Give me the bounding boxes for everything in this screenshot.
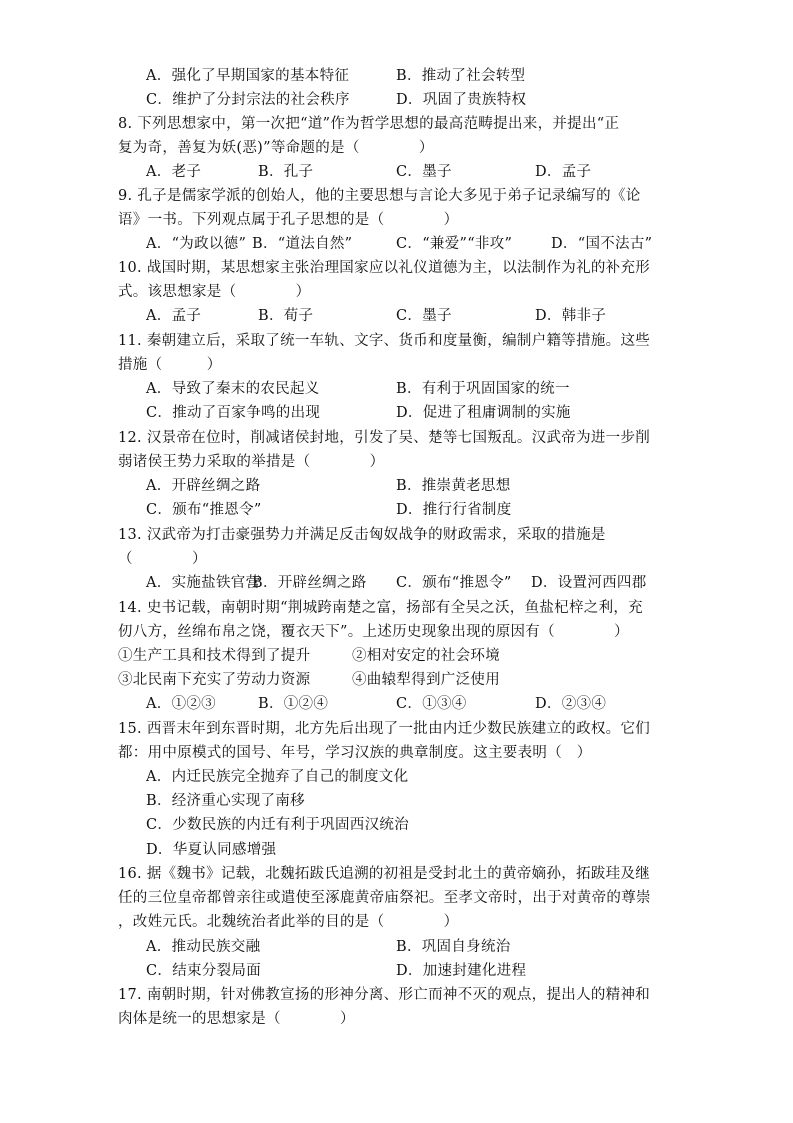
q15-stem-line-2: 都：用中原模式的国号、年号，学习汉族的典章制度。这主要表明（ ） — [118, 745, 592, 761]
q14-option-d[interactable]: D．②③④ — [535, 696, 607, 712]
q14-option-b[interactable]: B．①②④ — [258, 696, 329, 712]
q17-stem-line-1: 17. 南朝时期，针对佛教宣扬的形神分离、形亡而神不灭的观点，提出人的精神和 — [118, 987, 651, 1003]
q14-stem-line-1: 14. 史书记载，南朝时期“荆城跨南楚之富，扬部有全吴之沃，鱼盐杞梓之利，充 — [118, 600, 643, 616]
q10-option-d[interactable]: D．韩非子 — [535, 308, 607, 324]
q7-option-a[interactable]: A．强化了早期国家的基本特征 — [146, 68, 350, 84]
q9-option-c[interactable]: C．“兼爱”“非攻” — [396, 236, 513, 252]
q11-stem-line-1: 11. 秦朝建立后，采取了统一车轨、文字、货币和度量衡，编制户籍等措施。这些 — [118, 333, 651, 349]
q17-stem-line-2: 肉体是统一的思想家是（ ） — [118, 1011, 355, 1027]
q10-stem-line-2: 式。该思想家是（ ） — [118, 284, 311, 300]
q15-option-c[interactable]: C．少数民族的内迁有利于巩固西汉统治 — [146, 817, 409, 833]
q16-stem-line-3: ，改姓元氏。北魏统治者此举的目的是（ ） — [118, 914, 459, 930]
q12-stem-line-2: 弱诸侯王势力采取的举措是（ ） — [118, 454, 385, 470]
q7-option-b[interactable]: B．推动了社会转型 — [396, 68, 526, 84]
q9-stem-line-1: 9. 孔子是儒家学派的创始人，他的主要思想与言论大多见于弟子记录编写的《论 — [118, 188, 641, 204]
q12-option-c[interactable]: C．颁布“推恩令” — [146, 502, 262, 518]
q9-stem-line-2: 语》一书。下列观点属于孔子思想的是（ ） — [118, 212, 459, 228]
q13-option-c[interactable]: C．颁布“推恩令” — [396, 575, 512, 591]
q15-option-b[interactable]: B．经济重心实现了南移 — [146, 793, 305, 809]
q7-option-c[interactable]: C．维护了分封宗法的社会秩序 — [146, 92, 350, 108]
q16-option-d[interactable]: D．加速封建化进程 — [396, 963, 527, 979]
q16-option-a[interactable]: A．推动民族交融 — [146, 939, 261, 955]
q14-option-c[interactable]: C．①③④ — [396, 696, 467, 712]
q10-option-a[interactable]: A．孟子 — [146, 308, 202, 324]
q11-option-d[interactable]: D．促进了租庸调制的实施 — [396, 405, 571, 421]
q12-option-d[interactable]: D．推行行省制度 — [396, 502, 512, 518]
q10-option-c[interactable]: C．墨子 — [396, 308, 452, 324]
q12-stem-line-1: 12. 汉景帝在位时，削减诸侯封地，引发了吴、楚等七国叛乱。汉武帝为进一步削 — [118, 430, 651, 446]
q8-option-a[interactable]: A．老子 — [146, 164, 202, 180]
q8-stem-line-2: 复为奇，善复为妖(恶)”等命题的是（ ） — [118, 140, 434, 156]
q10-option-b[interactable]: B．荀子 — [258, 308, 314, 324]
q8-option-b[interactable]: B．孔子 — [258, 164, 314, 180]
q14-item-1: ①生产工具和技术得到了提升 — [118, 648, 311, 664]
q15-option-a[interactable]: A．内迁民族完全抛弃了自己的制度文化 — [146, 769, 409, 785]
q13-option-d[interactable]: D．设置河西四郡 — [531, 575, 647, 591]
q13-stem-line-1: 13. 汉武帝为打击豪强势力并满足反击匈奴战争的财政需求，采取的措施是 — [118, 527, 606, 543]
q15-option-d[interactable]: D．华夏认同感增强 — [146, 842, 277, 858]
q14-item-4: ④曲辕犁得到广泛使用 — [352, 672, 500, 688]
q14-option-a[interactable]: A．①②③ — [146, 696, 216, 712]
q15-stem-line-1: 15. 西晋末年到东晋时期，北方先后出现了一批由内迁少数民族建立的政权。它们 — [118, 721, 651, 737]
q9-option-a[interactable]: A．“为政以德” — [146, 236, 247, 252]
q11-option-a[interactable]: A．导致了秦末的农民起义 — [146, 381, 320, 397]
q13-stem-line-2: （ ） — [118, 551, 207, 567]
q11-option-c[interactable]: C．推动了百家争鸣的出现 — [146, 405, 321, 421]
q9-option-b[interactable]: B．“道法自然” — [252, 236, 353, 252]
q8-stem-line-1: 8. 下列思想家中，第一次把“道”作为哲学思想的最高范畴提出来，并提出“正 — [118, 116, 620, 132]
q16-option-c[interactable]: C．结束分裂局面 — [146, 963, 261, 979]
q8-option-c[interactable]: C．墨子 — [396, 164, 452, 180]
q16-option-b[interactable]: B．巩固自身统治 — [396, 939, 511, 955]
q16-stem-line-2: 任的三位皇帝都曾亲往或遣使至涿鹿黄帝庙祭祀。至孝文帝时，出于对黄帝的尊崇 — [118, 890, 651, 906]
q9-option-d[interactable]: D．“国不法古” — [551, 236, 653, 252]
q14-item-3: ③北民南下充实了劳动力资源 — [118, 672, 311, 688]
q11-stem-line-2: 措施（ ） — [118, 357, 222, 373]
q12-option-b[interactable]: B．推崇黄老思想 — [396, 478, 511, 494]
q12-option-a[interactable]: A．开辟丝绸之路 — [146, 478, 261, 494]
q14-item-2: ②相对安定的社会环境 — [352, 648, 500, 664]
q13-option-a[interactable]: A．实施盐铁官营 — [146, 575, 261, 591]
q10-stem-line-1: 10. 战国时期，某思想家主张治理国家应以礼仪道德为主，以法制作为礼的补充形 — [118, 260, 651, 276]
q16-stem-line-1: 16. 据《魏书》记载，北魏拓跋氏追溯的初祖是受封北土的黄帝嫡孙，拓跋珪及继 — [118, 866, 651, 882]
q13-option-b[interactable]: B．开辟丝绸之路 — [252, 575, 367, 591]
q11-option-b[interactable]: B．有利于巩固国家的统一 — [396, 381, 570, 397]
q7-option-d[interactable]: D．巩固了贵族特权 — [396, 92, 527, 108]
q8-option-d[interactable]: D．孟子 — [535, 164, 592, 180]
q14-stem-line-2: 仞八方，丝绵布帛之饶，覆衣天下”。上述历史现象出现的原因有（ ） — [118, 624, 629, 640]
